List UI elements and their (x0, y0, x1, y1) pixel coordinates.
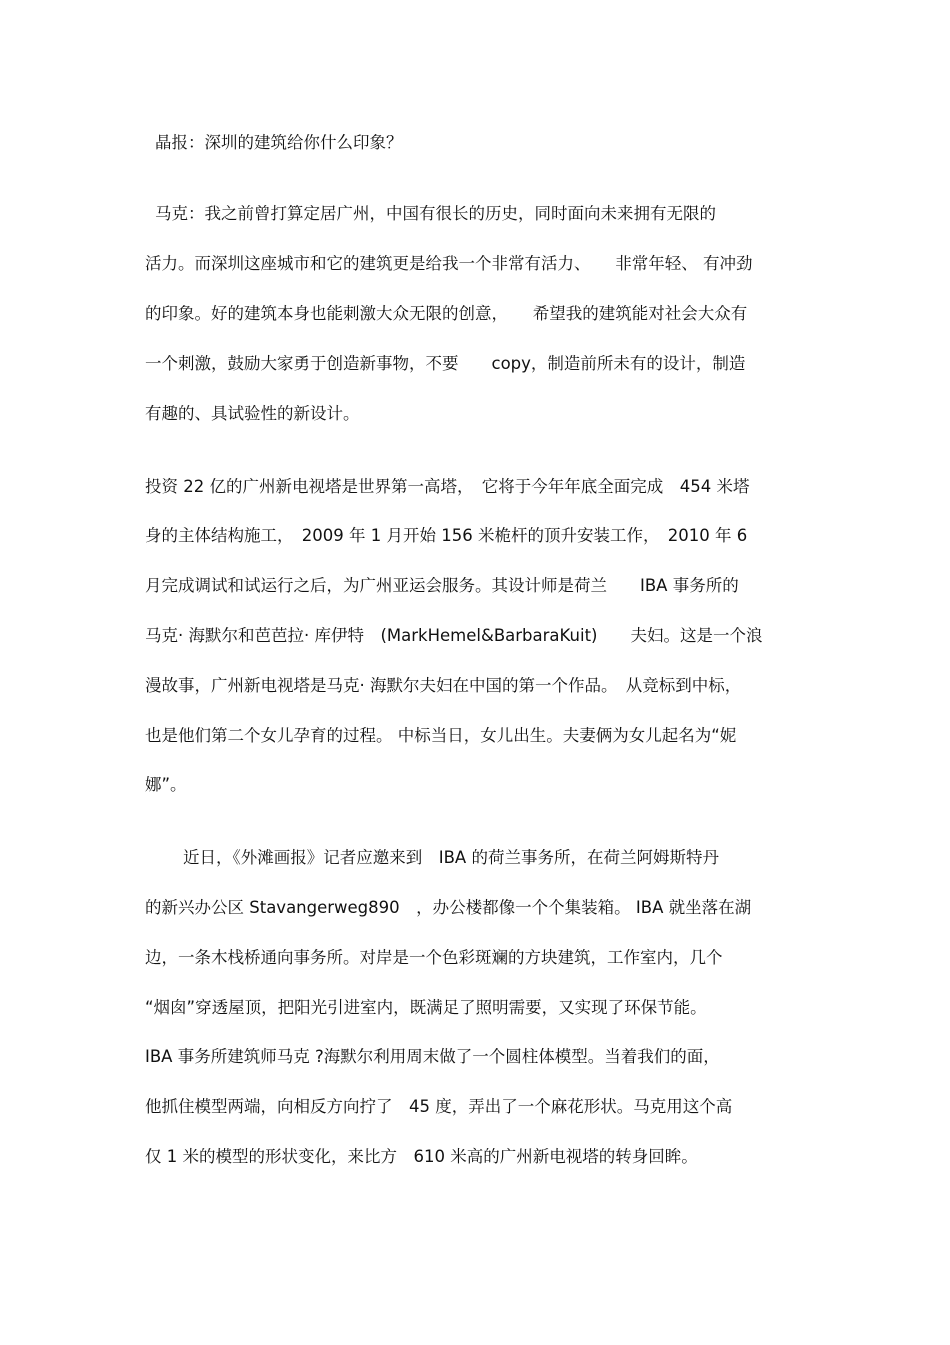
text-line: 漫故事，广州新电视塔是马克· 海默尔夫妇在中国的第一个作品。 从竞标到中标， (145, 676, 742, 695)
text-line: 马克· 海默尔和芭芭拉· 库伊特 (MarkHemel&BarbaraKuit) 夫妇。这是一个浪 (145, 626, 763, 645)
text-line: 的新兴办公区 Stavangerweg890 ，办公楼都像一个个集装箱。 IBA 就坐落在湖 (145, 898, 752, 917)
text-line: 身的主体结构施工， 2009 年 1 月开始 156 米桅杆的顶升安装工作， 2010 年 6 (145, 526, 748, 545)
text-line: 马克：我之前曾打算定居广州，中国有很长的历史，同时面向未来拥有无限的 (155, 204, 716, 223)
text-line: 有趣的、具试验性的新设计。 (145, 404, 360, 423)
text-line: 近日，《外滩画报》记者应邀来到 IBA 的荷兰事务所，在荷兰阿姆斯特丹 (183, 848, 719, 867)
text-line: IBA 事务所建筑师马克 ?海默尔利用周末做了一个圆柱体模型。当着我们的面， (145, 1047, 720, 1066)
text-line: 晶报：深圳的建筑给你什么印象？ (155, 133, 403, 152)
text-line: 他抓住模型两端，向相反方向拧了 45 度，弄出了一个麻花形状。马克用这个高 (145, 1097, 733, 1116)
text-line: 月完成调试和试运行之后，为广州亚运会服务。其设计师是荷兰 IBA 事务所的 (145, 576, 739, 595)
text-line: “烟囱”穿透屋顶，把阳光引进室内，既满足了照明需要，又实现了环保节能。 (145, 998, 707, 1017)
text-line: 仅 1 米的模型的形状变化，来比方 610 米高的广州新电视塔的转身回眸。 (145, 1147, 698, 1166)
text-line: 边，一条木栈桥通向事务所。对岸是一个色彩斑斓的方块建筑，工作室内，几个 (145, 948, 723, 967)
text-line: 一个刺激，鼓励大家勇于创造新事物，不要 copy，制造前所未有的设计，制造 (145, 354, 746, 373)
text-line: 的印象。好的建筑本身也能刺激大众无限的创意， 希望我的建筑能对社会大众有 (145, 304, 748, 323)
text-line: 活力。而深圳这座城市和它的建筑更是给我一个非常有活力、 非常年轻、 有冲劲 (145, 254, 753, 273)
text-line: 投资 22 亿的广州新电视塔是世界第一高塔， 它将于今年年底全面完成 454 米塔 (145, 477, 750, 496)
text-line: 娜”。 (145, 775, 187, 794)
text-line: 也是他们第二个女儿孕育的过程。 中标当日，女儿出生。夫妻俩为女儿起名为“妮 (145, 726, 737, 745)
